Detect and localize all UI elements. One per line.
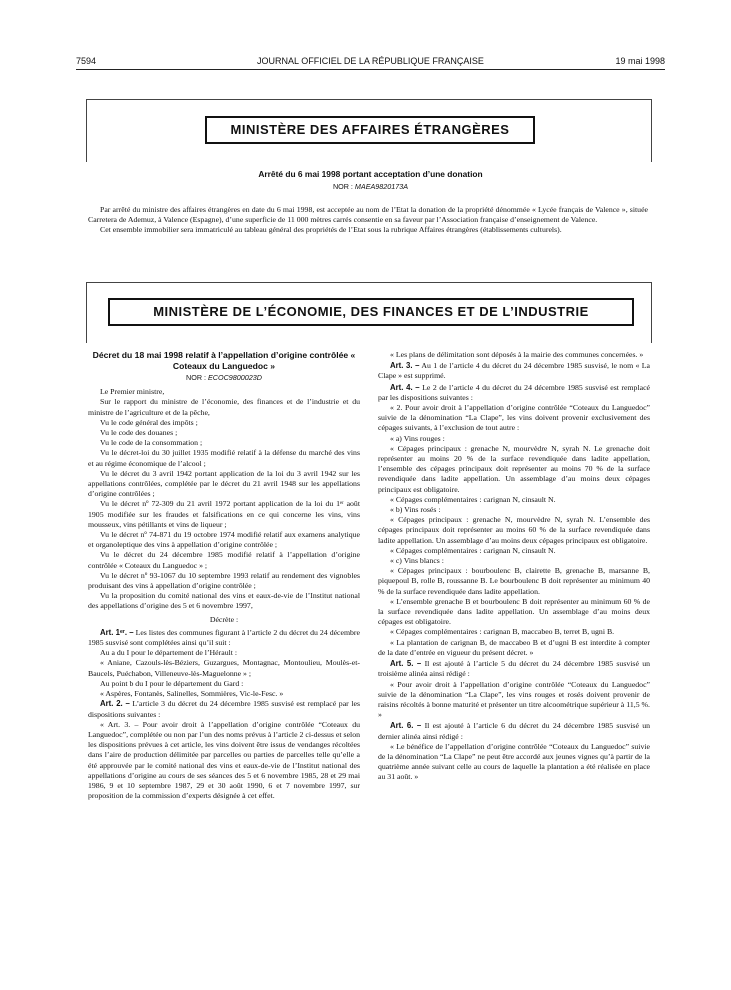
article xyxy=(378,383,650,403)
paragraph: « Les plans de délimitation sont déposés à la mairie des communes concernées. » xyxy=(390,350,644,359)
article-label: Art. 4. – xyxy=(390,382,420,392)
right-column xyxy=(378,350,650,783)
paragraph: « L’ensemble grenache B et bourboulenc B doit représenter au minimum 60 % de la surface revendiquée dans ladite appellation. Un assemblage d’au moins deux cépages est obligatoire. xyxy=(378,596,650,627)
paragraph: Vu la proposition du comité national des vins et eaux-de-vie de l’Institut national des appellations d’origine des 5 et 6 novembre 1997, xyxy=(88,591,360,611)
paragraph: Vu le décret du 3 avril 1942 portant application de la loi du 3 avril 1942 sur les appellations contrôlées, complétée par le décret du 21 avril 1948 sur les appellations d’origine contrôlées ; xyxy=(88,468,360,499)
nor-label: NOR : xyxy=(186,373,208,382)
nor-value: ECOC9800023D xyxy=(208,373,262,382)
paragraph: « 2. Pour avoir droit à l’appellation d’origine contrôlée “Coteaux du Languedoc” suivie de la dénomination “La Clape”, les vins doivent provenir exclusivement des cépages suivants, à l’exclusion de tout autre : xyxy=(378,403,650,433)
paragraph: Cet ensemble immobilier sera immatriculé au tableau général des propriétés de l’Etat sous la rubrique Affaires étrangères (établissements culturels). xyxy=(100,225,562,234)
decree-title: Arrêté du 6 mai 1998 portant acceptation d’une donation xyxy=(258,169,483,179)
paragraph: « Le bénéfice de l’appellation d’origine contrôlée “Coteaux du Languedoc” suivie de la dénomination “La Clape” ne peut être accordé aux jeunes vignes qu’à partir de la quatrième année suivant celle au cours de laquelle la plantation a été réalisée en place au 31 août. » xyxy=(378,741,650,782)
article xyxy=(378,659,650,679)
article-text: L’article 3 du décret du 24 décembre 1985 susvisé est remplacé par les dispositions suivantes : xyxy=(88,699,360,719)
paragraph: « c) Vins blancs : xyxy=(390,556,444,566)
article-text: Au 1 de l’article 4 du décret du 24 décembre 1985 susvisé, le nom « La Clape » est supprimé. xyxy=(378,361,650,381)
paragraph: Vu le code général des impôts ; xyxy=(100,417,198,427)
paragraph: « Cépages complémentaires : carignan B, maccabeo B, terret B, ugni B. xyxy=(390,627,615,637)
nor-reference xyxy=(76,182,665,191)
article xyxy=(378,361,650,381)
paragraph: « Cépages principaux : bourboulenc B, clairette B, grenache B, marsanne B, piquepoul B, rolle B, roussanne B. Le bourboulenc B doit représenter au minimum 40 % de la surface revendiquée dans ladite appellation. xyxy=(378,566,650,596)
paragraph: Vu le code de la consommation ; xyxy=(100,438,203,448)
paragraph: « Cépages principaux : grenache N, mourvèdre N, syrah N. L’ensemble des cépages principaux doit représenter au moins 60 % de la surface revendiquée dans ladite appellation. Un assemblage d’au moins deux cépages principaux est obligatoire. xyxy=(378,515,650,545)
paragraph: Vu le décret nº 72-309 du 21 avril 1972 portant application de la loi du 1ᵉʳ août 1905 modifiée sur les fraudes et falsifications en ce qui concerne les vins, vins mousseux, vins pétillants et vins de liqueur ; xyxy=(88,499,360,529)
page-number: 7594 xyxy=(76,56,97,66)
article xyxy=(378,721,650,741)
paragraph: Sur le rapport du ministre de l’économie, des finances et de l’industrie et du ministre de l’agriculture et de la pêche, xyxy=(88,397,360,417)
journal-title: JOURNAL OFFICIEL DE LA RÉPUBLIQUE FRANÇAISE xyxy=(257,56,484,66)
paragraph: « b) Vins rosés : xyxy=(390,505,441,515)
paragraph: Vu le décret nº 74-871 du 19 octobre 1974 modifié relatif aux examens analytique et organoleptique des vins à appellation d’origine contrôlée ; xyxy=(88,530,360,550)
article-label: Art. 2. – xyxy=(100,699,130,709)
issue-date: 19 mai 1998 xyxy=(615,56,665,66)
nor-label: NOR : xyxy=(332,182,355,191)
article-text: Il est ajouté à l’article 5 du décret du 24 décembre 1985 susvisé un troisième alinéa ainsi rédigé : xyxy=(378,659,650,679)
ministry-heading: MINISTÈRE DE L’ÉCONOMIE, DES FINANCES ET DE L’INDUSTRIE xyxy=(108,298,634,326)
article-text: Le 2 de l’article 4 du décret du 24 décembre 1985 susvisé est remplacé par les dispositions suivantes : xyxy=(378,382,650,402)
paragraph: Vu le décret du 24 décembre 1985 modifié relatif à l’appellation d’origine contrôlée « Coteaux du Languedoc » ; xyxy=(88,550,360,570)
paragraph: « Cépages complémentaires : carignan N, cinsault N. xyxy=(390,494,556,504)
article-text: Les listes des communes figurant à l’article 2 du décret du 24 décembre 1985 susvisé sont complétées ainsi qu’il suit : xyxy=(88,627,360,648)
paragraph: « La plantation de carignan B, de maccabeo B et d’ugni B est interdite à compter de la date d’entrée en vigueur du présent décret. » xyxy=(378,637,650,657)
page-header xyxy=(76,56,665,70)
left-column xyxy=(88,350,360,801)
paragraph: Au a du I pour le département de l’Hérault : xyxy=(100,648,238,658)
article xyxy=(88,699,360,719)
article-label: Art. 6. – xyxy=(390,721,422,731)
article-label: Art. 1ᵉʳ. – xyxy=(100,627,134,637)
paragraph: Par arrêté du ministre des affaires étrangères en date du 6 mai 1998, est acceptée au nom de l’Etat la donation de la propriété dénommée « Lycée français de Valence », située Carretera de Ademuz, à Valence (Espagne), d’une superficie de 11 000 mètres carrés consentie en sa faveur par l’Association française d’enseignement de Valence. xyxy=(88,205,648,224)
article-label: Art. 3. – xyxy=(390,361,420,371)
article-text: Il est ajouté à l’article 6 du décret du 24 décembre 1985 susvisé un dernier alinéa ainsi rédigé : xyxy=(378,721,650,741)
paragraph: « Pour avoir droit à l’appellation d’origine contrôlée “Coteaux du Languedoc” suivie de la dénomination “La Clape”, les vins rouges et rosés doivent provenir de raisins récoltés à bonne maturité et présenter un titre alcoométrique supérieur à 11,5 %. » xyxy=(378,679,650,720)
paragraph: Vu le décret nº 93-1067 du 10 septembre 1993 relatif au rendement des vignobles produisant des vins à appellation d’origine contrôlée ; xyxy=(88,570,360,591)
paragraph: « Aniane, Cazouls-lès-Béziers, Guzargues, Montagnac, Montoulieu, Moulès-et-Baucels, Puéchabon, Villeneuve-lès-Maguelonne » ; xyxy=(88,658,360,678)
paragraph: Vu le décret-loi du 30 juillet 1935 modifié relatif à la défense du marché des vins et au régime économique de l’alcool ; xyxy=(88,448,360,468)
paragraph: « Cépages complémentaires : carignan N, cinsault N. xyxy=(390,545,556,555)
paragraph: « Art. 3. – Pour avoir droit à l’appellation d’origine contrôlée “Coteaux du Languedoc”, complétée ou non par l’un des noms prévus à l’article 2 ci-dessus et selon les dispositions prévues à cet article, les vins doivent être issus de vendanges récoltées dans l’aire de production délimitée par parcelles ou parties de parcelles telle qu’elle a été approuvée par le comité national des vins et eaux-de-vie de l’Institut national des appellations d’origine au cours de ses séances des 5 et 6 novembre 1985, 28 et 29 mai 1986, 9 et 10 septembre 1987, 29 et 30 août 1990, 6 et 7 novembre 1997, sur proposition de la commission d’experts désignée à cet effet. xyxy=(88,719,360,801)
header-rule xyxy=(76,69,665,70)
arrete-body xyxy=(88,205,648,235)
article xyxy=(88,628,360,648)
paragraph: Le Premier ministre, xyxy=(100,387,165,397)
paragraph: « a) Vins rouges : xyxy=(390,433,445,443)
article-label: Art. 5. – xyxy=(390,659,422,669)
ministry-heading: MINISTÈRE DES AFFAIRES ÉTRANGÈRES xyxy=(205,116,535,144)
nor-value: MAEA9820173A xyxy=(354,182,409,191)
decrete-heading: Décrète : xyxy=(209,614,239,624)
paragraph: « Aspères, Fontanès, Salinelles, Sommières, Vic-le-Fesc. » xyxy=(100,689,284,699)
paragraph: « Cépages principaux : grenache N, mourvèdre N, syrah N. Le grenache doit représenter au moins 20 % de la surface revendiquée dans ladite appellation, l’ensemble des cépages principaux doit représenter au moins 70 % de la surface revendiquée dans ladite appellation. Un assemblage d’au moins deux cépages principaux est obligatoire. xyxy=(378,443,650,494)
paragraph: Vu le code des douanes ; xyxy=(100,428,178,438)
decree-title: Décret du 18 mai 1998 relatif à l’appellation d’origine contrôlée « Coteaux du Languedoc » xyxy=(92,350,356,371)
paragraph: Au point b du I pour le département du Gard : xyxy=(100,678,244,688)
nor-reference xyxy=(88,373,360,383)
